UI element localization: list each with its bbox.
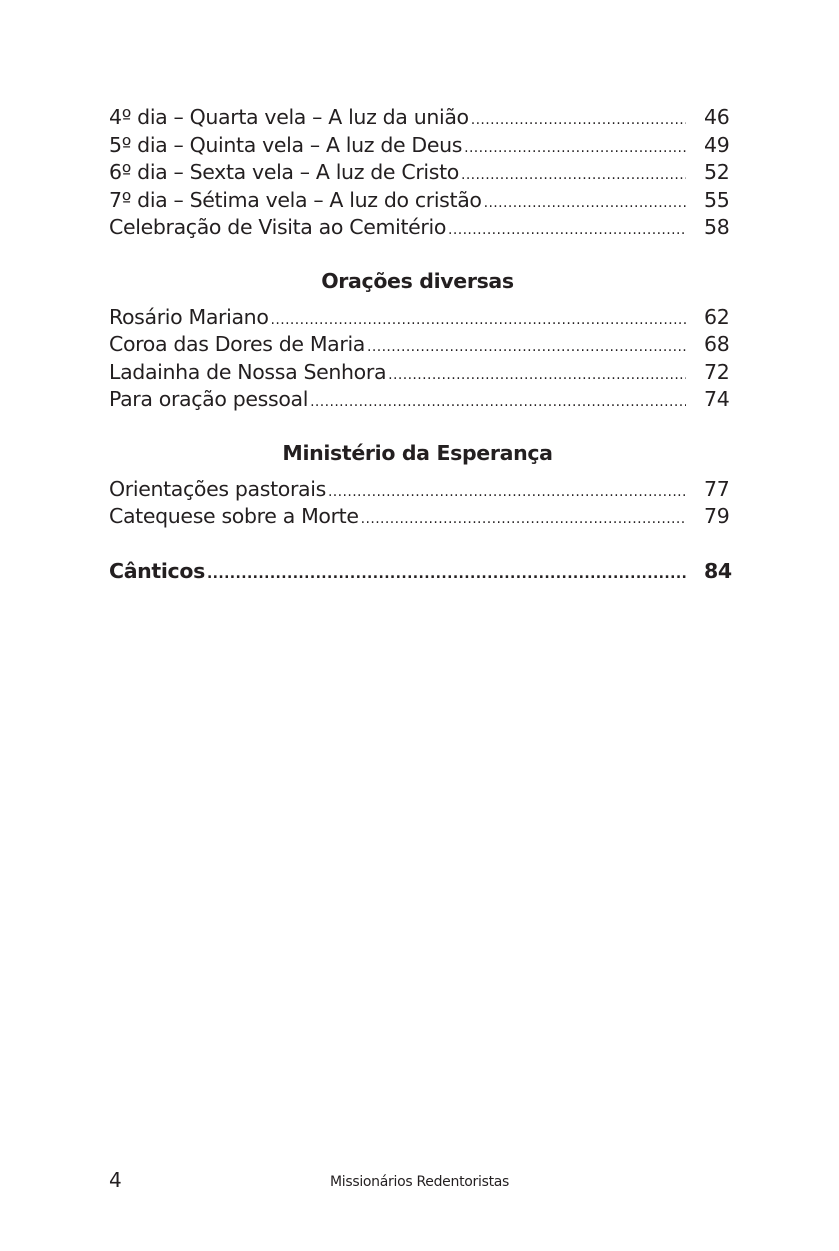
toc-entry-page: 84 [704, 558, 732, 583]
toc-entry-title: Cânticos [109, 558, 205, 583]
footer-page-number: 4 [109, 1168, 122, 1192]
toc-entry-canticos[interactable] [109, 558, 732, 586]
toc-entry[interactable] [109, 132, 730, 160]
toc-entry-page: 77 [704, 476, 730, 501]
dot-leader [328, 479, 686, 507]
toc-entry-title: Rosário Mariano [109, 304, 269, 329]
toc-entry-page: 74 [704, 387, 730, 411]
toc-entry-page: 46 [704, 105, 730, 129]
dot-leader [448, 217, 686, 245]
toc-entry-title: 7º dia – Sétima vela – A luz do cristão [109, 187, 482, 212]
spacer [109, 295, 726, 304]
dot-leader [310, 389, 686, 417]
toc-entry-page: 52 [704, 160, 730, 184]
toc-entry-page: 72 [704, 359, 730, 384]
toc-entry-page: 49 [704, 132, 730, 157]
footer-running-title: Missionários Redentoristas [329, 1174, 510, 1190]
dot-leader [471, 107, 686, 135]
toc-entry[interactable] [109, 331, 730, 359]
toc-entry[interactable] [109, 476, 730, 504]
section-heading-oracoes: Orações diversas [321, 268, 514, 293]
toc-entry-page: 55 [704, 187, 730, 212]
dot-leader [464, 135, 686, 163]
toc-entry-title: Catequese sobre a Morte [109, 504, 359, 528]
toc-entry[interactable] [109, 503, 730, 531]
toc-entry[interactable] [109, 187, 730, 215]
toc-entry[interactable] [109, 304, 730, 332]
toc-entry-title: 5º dia – Quinta vela – A luz de Deus [109, 132, 463, 157]
section-heading-ministerio: Ministério da Esperança [282, 440, 553, 465]
spacer [109, 531, 726, 558]
toc-entry-title: Celebração de Visita ao Cemitério [109, 215, 447, 239]
toc-entry-title: Coroa das Dores de Maria [109, 332, 366, 356]
dot-leader [461, 162, 686, 190]
table-of-contents [109, 104, 732, 585]
toc-entry[interactable] [109, 214, 730, 242]
toc-entry-title: 4º dia – Quarta vela – A luz da união [109, 105, 469, 129]
toc-entry[interactable] [109, 359, 730, 387]
toc-entry-page: 62 [704, 304, 730, 329]
dot-leader [388, 362, 686, 390]
toc-entry[interactable] [109, 386, 730, 414]
spacer [109, 242, 726, 268]
dot-leader [271, 307, 686, 335]
spacer [109, 467, 726, 476]
toc-entry[interactable] [109, 104, 730, 132]
toc-entry-title: 6º dia – Sexta vela – A luz de Cristo [109, 160, 459, 184]
dot-leader [361, 506, 686, 534]
toc-entry-page: 68 [704, 332, 730, 356]
toc-entry-title: Ladainha de Nossa Senhora [109, 359, 387, 384]
toc-entry-title: Para oração pessoal [109, 387, 309, 411]
dot-leader [207, 561, 686, 589]
toc-entry-page: 58 [704, 215, 730, 239]
spacer [109, 414, 726, 440]
dot-leader [367, 334, 686, 362]
toc-entry-title: Orientações pastorais [109, 476, 326, 501]
toc-entry-page: 79 [704, 504, 730, 528]
toc-entry[interactable] [109, 159, 730, 187]
dot-leader [484, 190, 686, 218]
